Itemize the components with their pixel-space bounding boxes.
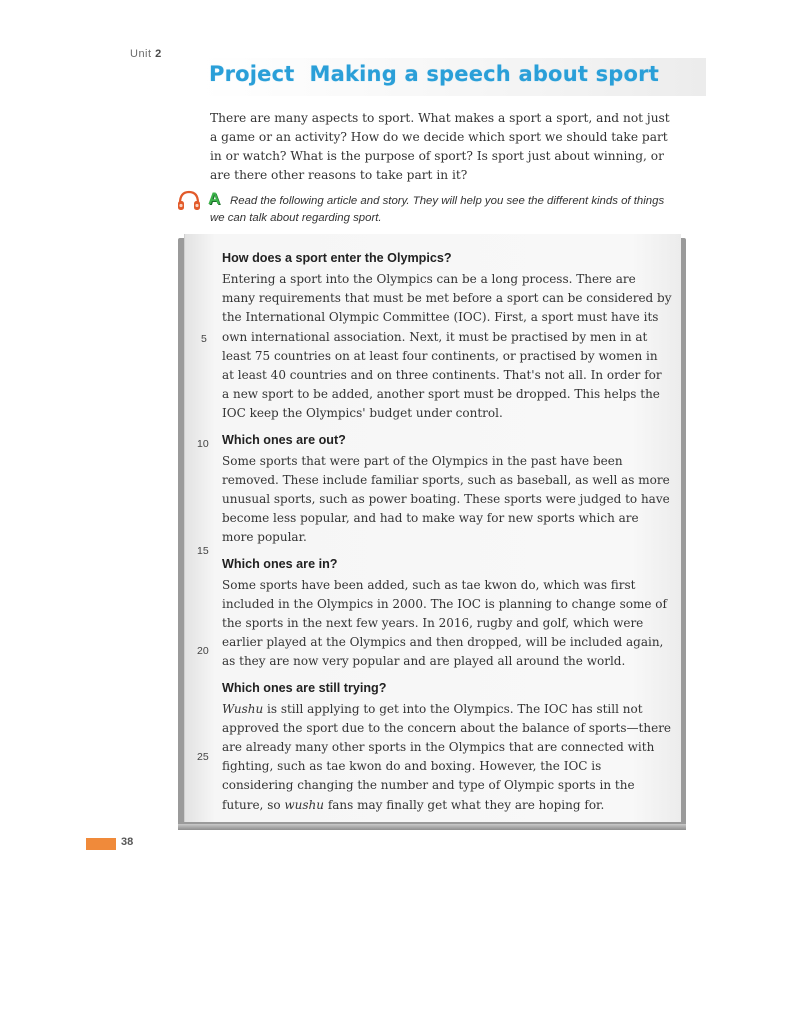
line-number: 25 (197, 751, 209, 763)
section-heading: Which ones are in? (222, 556, 338, 571)
wushu-term: wushu (284, 797, 325, 812)
page-title: Project Making a speech about sport (209, 62, 659, 86)
intro-paragraph: There are many aspects to sport. What makes a sport a sport, and not just a game or an activity? How do we decide which sport we should take part in or watch? What is the purpose of sport? Is sport just about winning, or are there other reasons to take part in it? (210, 111, 670, 182)
line-number: 10 (197, 438, 209, 450)
section-heading: Which ones are still trying? (222, 680, 387, 695)
page-number-bar (86, 838, 116, 850)
wushu-term: Wushu (222, 701, 264, 716)
unit-number: 2 (155, 48, 162, 60)
instruction-letter: A (208, 189, 221, 208)
line-number: 5 (201, 333, 207, 345)
line-number: 15 (197, 545, 209, 557)
section-paragraph: Entering a sport into the Olympics can be a long process. There are many requirements that must be met before a sport can be considered by the International Olympic Committee (IOC). First, a sport must have its own international association. Next, it must be practised by men in at least 75 countries on at least four continents, or practised by women in at least 40 countries and on three continents. That's not all. In order for a new sport to be added, another sport must be dropped. This helps the IOC keep the Olympics' budget under control. (222, 272, 672, 421)
line-number: 20 (197, 645, 209, 657)
section-paragraph: Some sports have been added, such as tae kwon do, which was first included in the Olympics in 2000. The IOC is planning to change some of the sports in the next few years. In 2016, rugby and golf, which were earlier played at the Olympics and then dropped, will be included again, as they are now very popular and are played all around the world. (222, 577, 667, 669)
instruction-text: Read the following article and story. They will help you see the different kinds of things we can talk about regarding sport. (210, 195, 665, 224)
article-body (222, 248, 672, 819)
page-number: 38 (121, 836, 134, 848)
section-paragraph: Wushu is still applying to get into the Olympics. The IOC has still not approved the sport due to the concern about the balance of sports—there are already many other sports in the Olympics that are connected with fighting, such as tae kwon do and boxing. However, the IOC is considering changing the number and type of Olympic sports in the future, so wushu fans may finally get what they are hoping for. (222, 701, 672, 812)
section-paragraph: Some sports that were part of the Olympics in the past have been removed. These include familiar sports, such as baseball, as well as more unusual sports, such as power boating. These sports were judged to have become less popular, and had to make way for new sports which are more popular. (222, 453, 670, 545)
section-heading: Which ones are out? (222, 432, 346, 447)
unit-label: Unit 2 (130, 48, 162, 60)
headphones-icon[interactable] (176, 189, 202, 217)
article-page-edge (178, 824, 686, 830)
section-heading: How does a sport enter the Olympics? (222, 251, 452, 265)
